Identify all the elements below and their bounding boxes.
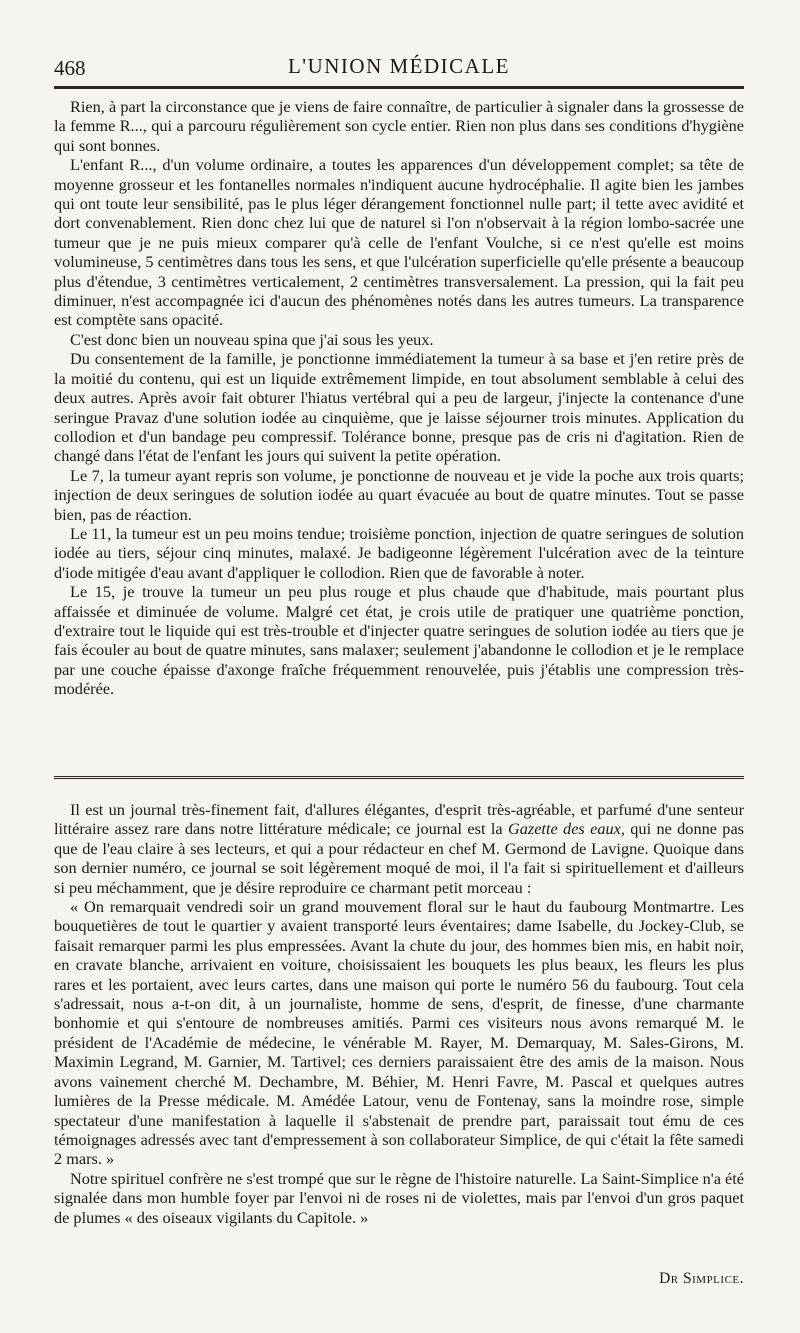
paragraph: Le 7, la tumeur ayant repris son volume, je ponctionne de nouveau et je vide la poche aux trois quarts; injection de deux seringues de solution iodée au quart évacuée au bout de quatre minutes. Tout se passe bien, pas de réaction.: [54, 465, 744, 524]
paragraph: Le 11, la tumeur est un peu moins tendue; troisième ponction, injection de quatre seringues de solution iodée au tiers, séjour cinq minutes, malaxé. Je badigeonne légèrement l'ulcération avec de la teinture d'iode mitigée d'eau avant d'appliquer le collodion. Rien que de favorable à noter.: [54, 523, 744, 582]
observation-section: [54, 97, 744, 699]
feuilleton-section: [54, 800, 744, 1227]
paragraph: [54, 800, 744, 897]
paragraph: Le 15, je trouve la tumeur un peu plus rouge et plus chaude que d'habitude, mais pourtant plus affaissée et diminuée de volume. Malgré cet état, je crois utile de pratiquer une quatrième ponction, d'extraire tout le liquide qui est très-trouble et d'injecter quatre seringues de solution iodée au tiers que je fais écouler au bout de quatre minutes, sans malaxer; seulement j'abandonne le collodion et je le remplace par une couche épaisse d'axonge fraîche fréquemment renouvelée, puis j'établis une compression très-modérée.: [54, 582, 744, 699]
text-run: Il est un journal très-finement fait, d'allures élégantes, d'esprit très-agréable, et parfumé d'une senteur littéraire assez rare dans notre littérature médicale; ce journal est la: [54, 800, 744, 839]
quoted-paragraph: « On remarquait vendredi soir un grand mouvement floral sur le haut du faubourg Montmartre. Les bouquetières de tout le quartier y avaient transporté leurs éventaires; dame Isabelle, du Jockey-Club, se faisait remarquer parmi les plus empressées. Avant la chute du jour, des hommes bien mis, en habit noir, en cravate blanche, arrivaient en voiture, choisissaient les bouquets les plus beaux, les fleurs les plus rares et les portaient, avec leurs cartes, dans une maison qui porte le numéro 56 du faubourg. Tout cela s'adressait, nous a-t-on dit, à un journaliste, homme de sens, d'esprit, de finesse, d'une charmante bonhomie et qui s'entoure de nombreuses amitiés. Parmi ces visiteurs nous avons remarqué M. le président de l'Académie de médecine, le vénérable M. Rayer, M. Demarquay, M. Sales-Girons, M. Maximin Legrand, M. Garnier, M. Tartivel; ces derniers paraissaient être des amis de la maison. Nous avons vainement cherché M. Dechambre, M. Béhier, M. Henri Favre, M. Pascal et quelques autres lumières de la Presse médicale. M. Amédée Latour, venu de Fontenay, sans la moindre rose, simple spectateur d'une manifestation à laquelle il s'abstenait de prendre part, paraissait tout ému de ces témoignages adressés avec tant d'empressement à son collaborateur Simplice, de qui c'était la fête samedi 2 mars. »: [54, 897, 744, 1169]
paragraph: Du consentement de la famille, je ponctionne immédiatement la tumeur à sa base et j'en retire près de la moitié du contenu, qui est un liquide extrêmement limpide, en tout absolument semblable à celui des deux autres. Après avoir fait obturer l'hiatus vertébral qui a peu de largeur, j'injecte la contenance d'une seringue Pravaz d'une solution iodée au cinquième, que je laisse séjourner trois minutes. Application du collodion et d'un bandage peu compressif. Tolérance bonne, presque pas de cris ni d'agitation. Rien de changé dans l'état de l'enfant les jours qui suivent la petite opération.: [54, 349, 744, 466]
paragraph: Rien, à part la circonstance que je viens de faire connaître, de particulier à signaler dans la grossesse de la femme R..., qui a parcouru régulièrement son cycle entier. Rien non plus dans ses conditions d'hygiène qui sont bonnes.: [54, 97, 744, 155]
running-title: L'UNION MÉDICALE: [287, 54, 510, 78]
paragraph: Notre spirituel confrère ne s'est trompé que sur le règne de l'histoire naturelle. La Saint-Simplice n'a été signalée dans mon humble foyer par l'envoi ni de roses ni de violettes, mais par l'envoi d'un gros paquet de plumes « des oiseaux vigilants du Capitole. »: [54, 1168, 744, 1227]
paragraph: L'enfant R..., d'un volume ordinaire, a toutes les apparences d'un développement complet; sa tête de moyenne grosseur et les fontanelles normales n'indiquent aucune hydrocéphalie. Il agite bien les jambes qui ont toute leur sensibilité, pas le plus léger dérangement fonctionnel nulle part; il tette avec avidité et dort convenablement. Rien donc chez lui que de naturel si l'on n'observait à la région lombo-sacrée une tumeur que je ne puis mieux comparer qu'à celle de l'enfant Voulche, si ce n'est qu'elle est moins volumineuse, 5 centimètres dans tous les sens, et que l'ulcération superficielle qu'elle présente a beaucoup plus d'étendue, 3 centimètres verticalement, 2 centimètres transversalement. La pression, qui la fait peu diminuer, n'est accompagnée ici d'aucun des phénomènes notés dans les autres tumeurs. La transparence est comptète sans opacité.: [54, 155, 744, 330]
page-number: 468: [54, 56, 86, 80]
page-header: [54, 50, 744, 80]
text-run: , qui ne donne pas que de l'eau claire à ses lecteurs, et qui a pour rédacteur en chef M. Germond de Lavigne. Quoique dans son dernier numéro, ce journal se soit légèrement moqué de moi, il l'a fait si spirituellement et d'ailleurs si peu méchamment, que je désire reproduire ce charmant petit morceau :: [54, 819, 745, 897]
journal-title: Gazette des eaux: [507, 819, 621, 839]
author-signature: Dr Simplice.: [659, 1270, 744, 1287]
paragraph: C'est donc bien un nouveau spina que j'ai sous les yeux.: [70, 329, 434, 349]
header-rule: [54, 86, 744, 89]
section-divider: [54, 776, 744, 782]
